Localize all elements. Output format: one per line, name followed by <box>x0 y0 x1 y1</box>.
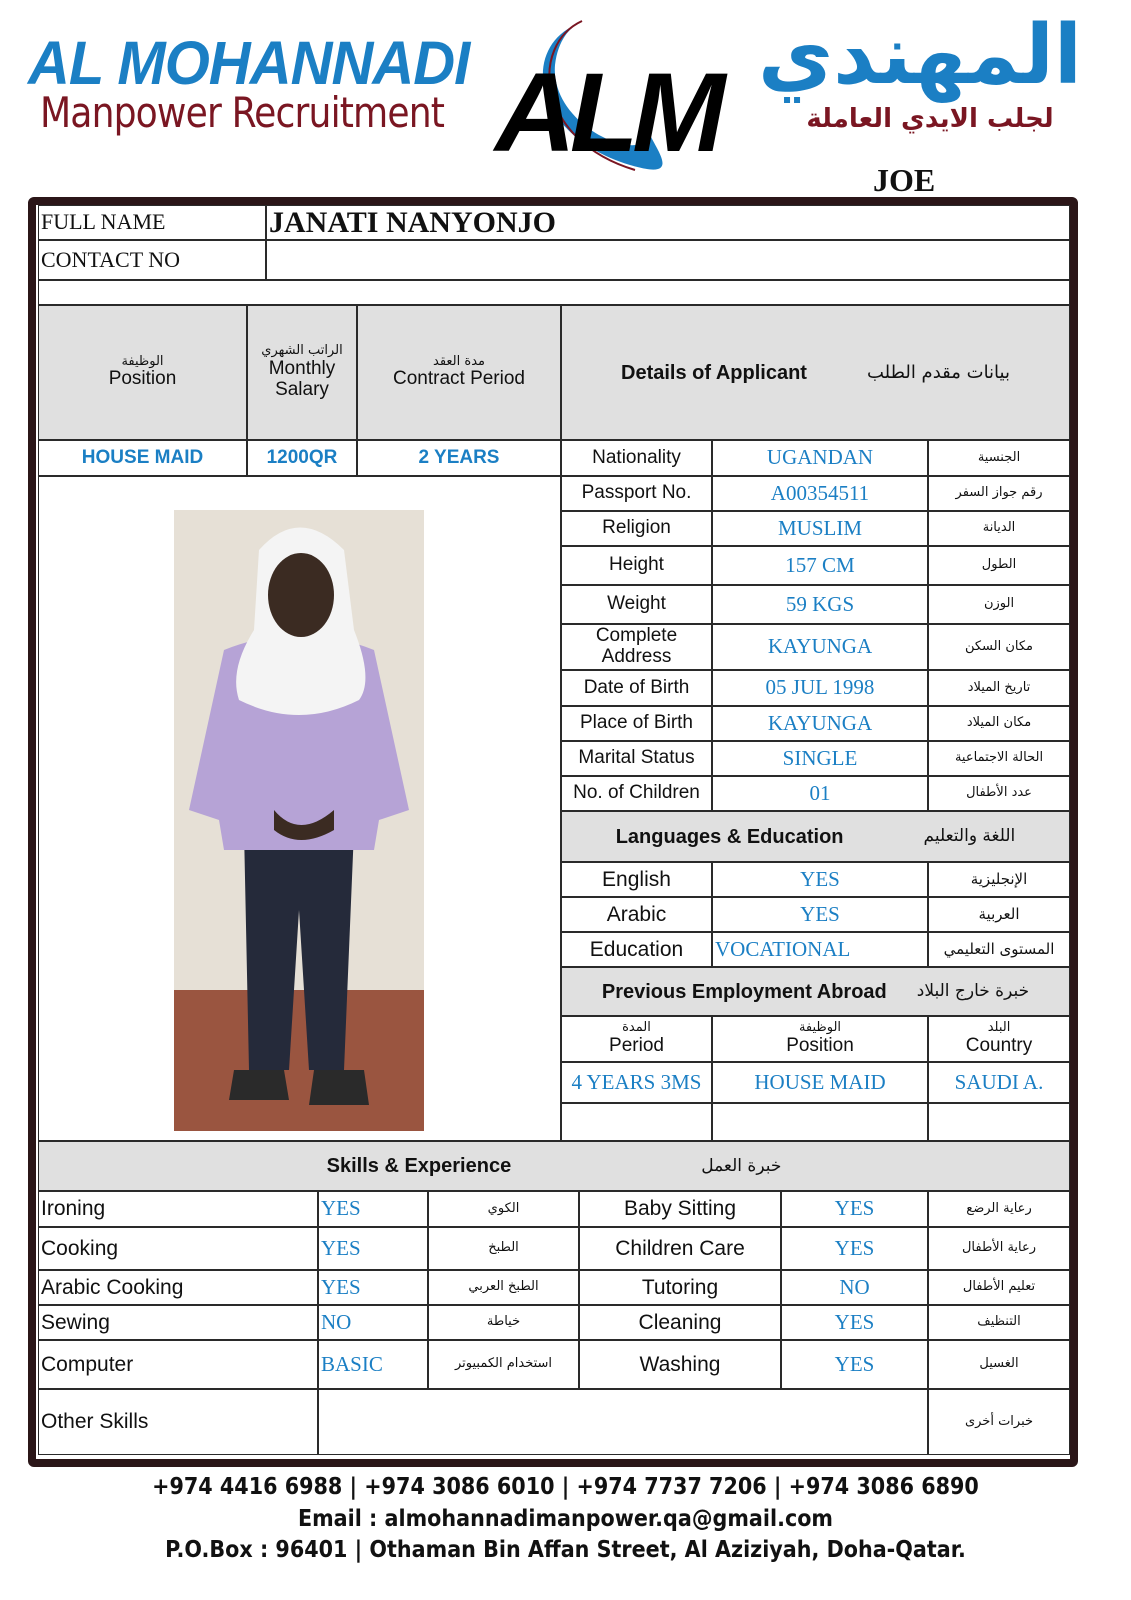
employment-country: SAUDI A. <box>928 1062 1070 1103</box>
skill-label-ar: الغسيل <box>928 1340 1070 1389</box>
contact-value <box>266 240 1070 280</box>
period-header <box>357 305 561 440</box>
employment-position: HOUSE MAID <box>712 1062 928 1103</box>
skill-value: YES <box>781 1340 928 1389</box>
detail-value: 05 JUL 1998 <box>712 670 928 706</box>
cell-text: Languages & Education <box>615 825 844 848</box>
language-label-ar: الإنجليزية <box>928 862 1070 897</box>
position-value: HOUSE MAID <box>38 440 247 476</box>
cell-text: خبرة خارج البلاد <box>916 981 1030 1002</box>
skill-label-ar: الطبخ العربي <box>428 1270 579 1305</box>
cell-text: Country <box>965 1034 1033 1056</box>
language-label: Arabic <box>561 897 712 932</box>
detail-label-ar: الوزن <box>928 585 1070 624</box>
logo-arabic: المهندي <box>758 8 1082 103</box>
detail-label: Religion <box>561 511 712 546</box>
cell-text: البلد <box>987 1020 1011 1036</box>
detail-label: Complete Address <box>561 624 712 670</box>
cell-text: الراتب الشهري <box>261 343 343 359</box>
skills-header <box>38 1141 1070 1191</box>
logo-english: AL MOHANNADI <box>28 29 470 98</box>
skill-value: YES <box>318 1191 428 1227</box>
empty-cell <box>712 1103 928 1141</box>
employment-period: 4 YEARS 3MS <box>561 1062 712 1103</box>
detail-value: MUSLIM <box>712 511 928 546</box>
detail-value: 01 <box>712 776 928 811</box>
skill-label-ar: الطبخ <box>428 1227 579 1270</box>
detail-label-ar: عدد الأطفال <box>928 776 1070 811</box>
skill-label-ar: رعاية الأطفال <box>928 1227 1070 1270</box>
skill-label: Sewing <box>38 1305 318 1340</box>
skill-label: Computer <box>38 1340 318 1389</box>
skill-value: YES <box>781 1305 928 1340</box>
details-header <box>561 305 1070 440</box>
cell-text: Period <box>609 1034 664 1056</box>
skill-label-ar: التنظيف <box>928 1305 1070 1340</box>
detail-label-ar: رقم جواز السفر <box>928 476 1070 511</box>
agent-name: JOE <box>873 162 936 198</box>
detail-value: KAYUNGA <box>712 624 928 670</box>
detail-label: Marital Status <box>561 741 712 776</box>
detail-label: No. of Children <box>561 776 712 811</box>
cell-text: Contract Period <box>392 368 525 390</box>
language-label-ar: العربية <box>928 897 1070 932</box>
cell-text: Position <box>108 368 177 390</box>
detail-label-ar: الطول <box>928 546 1070 585</box>
other-skills-value <box>318 1389 928 1455</box>
other-skills-label-ar: خبرات أخرى <box>928 1389 1070 1455</box>
detail-value: 157 CM <box>712 546 928 585</box>
language-value: YES <box>712 862 928 897</box>
detail-label-ar: مكان السكن <box>928 624 1070 670</box>
skill-value: NO <box>318 1305 428 1340</box>
skill-label-ar: خياطة <box>428 1305 579 1340</box>
skill-label: Children Care <box>579 1227 781 1270</box>
footer-address: P.O.Box : 96401 | Othaman Bin Affan Street, Al Aziziyah, Doha-Qatar. <box>165 1537 966 1563</box>
period-value: 2 YEARS <box>357 440 561 476</box>
logo-mark: ALM <box>495 50 720 175</box>
languages-header <box>561 811 1070 862</box>
employment-period-header <box>561 1016 712 1062</box>
skill-value: YES <box>318 1270 428 1305</box>
skill-label: Arabic Cooking <box>38 1270 318 1305</box>
cell-text: اللغة والتعليم <box>923 826 1016 847</box>
detail-label-ar: تاريخ الميلاد <box>928 670 1070 706</box>
detail-label: Nationality <box>561 440 712 476</box>
employment-position-header <box>712 1016 928 1062</box>
skill-label: Tutoring <box>579 1270 781 1305</box>
cell-text: Skills & Experience <box>326 1155 512 1177</box>
empty-cell <box>928 1103 1070 1141</box>
detail-value: A00354511 <box>712 476 928 511</box>
language-label-ar: المستوى التعليمي <box>928 932 1070 967</box>
skill-label-ar: تعليم الأطفال <box>928 1270 1070 1305</box>
footer-email: Email : almohannadimanpower.qa@gmail.com <box>297 1506 834 1532</box>
cell-text: الوظيفة <box>121 353 164 369</box>
full-name-value: JANATI NANYONJO <box>266 205 1070 240</box>
detail-label: Date of Birth <box>561 670 712 706</box>
detail-value: UGANDAN <box>712 440 928 476</box>
cell-text: مدة العقد <box>433 353 485 369</box>
cell-text: المدة <box>622 1020 651 1036</box>
cell-text: بيانات مقدم الطلب <box>866 361 1010 383</box>
detail-label-ar: الديانة <box>928 511 1070 546</box>
skill-label: Cleaning <box>579 1305 781 1340</box>
salary-value: 1200QR <box>247 440 357 476</box>
detail-label: Weight <box>561 585 712 624</box>
logo-subtitle: Manpower Recruitment <box>40 88 445 137</box>
logo-arabic-subtitle: لجلب الايدي العاملة <box>806 104 1054 134</box>
language-value: YES <box>712 897 928 932</box>
language-label: English <box>561 862 712 897</box>
empty-cell <box>561 1103 712 1141</box>
other-skills-label: Other Skills <box>38 1389 318 1455</box>
skill-label: Ironing <box>38 1191 318 1227</box>
contact-label: CONTACT NO <box>38 240 266 280</box>
employment-country-header <box>928 1016 1070 1062</box>
skill-value: BASIC <box>318 1340 428 1389</box>
cell-text: الوظيفة <box>798 1020 842 1036</box>
cell-text: Monthly Salary <box>268 357 336 400</box>
detail-label-ar: الجنسية <box>928 440 1070 476</box>
salary-header <box>247 305 357 440</box>
language-label: Education <box>561 932 712 967</box>
employment-header <box>561 967 1070 1016</box>
detail-label: Passport No. <box>561 476 712 511</box>
language-value: VOCATIONAL <box>712 932 928 967</box>
full-name-label: FULL NAME <box>38 205 266 240</box>
detail-label: Height <box>561 546 712 585</box>
skill-value: YES <box>781 1227 928 1270</box>
skill-label: Cooking <box>38 1227 318 1270</box>
detail-value: SINGLE <box>712 741 928 776</box>
skill-label-ar: استخدام الكمبيوتر <box>428 1340 579 1389</box>
footer-phones: +974 4416 6988 | +974 3086 6010 | +974 7737 7206 | +974 3086 6890 <box>152 1474 979 1500</box>
skill-value: NO <box>781 1270 928 1305</box>
spacer-row <box>38 280 1070 305</box>
skill-label: Washing <box>579 1340 781 1389</box>
skill-value: YES <box>318 1227 428 1270</box>
detail-value: 59 KGS <box>712 585 928 624</box>
detail-label-ar: الحالة الاجتماعية <box>928 741 1070 776</box>
cell-text: Details of Applicant <box>621 361 807 384</box>
detail-value: KAYUNGA <box>712 706 928 741</box>
skill-label: Baby Sitting <box>579 1191 781 1227</box>
skill-label-ar: رعاية الرضع <box>928 1191 1070 1227</box>
skill-label-ar: الكوي <box>428 1191 579 1227</box>
cell-text: Previous Employment Abroad <box>601 980 887 1003</box>
cell-text: خبرة العمل <box>701 1155 782 1176</box>
detail-label-ar: مكان الميلاد <box>928 706 1070 741</box>
cell-text: Position <box>786 1034 854 1056</box>
detail-label: Place of Birth <box>561 706 712 741</box>
position-header <box>38 305 247 440</box>
skill-value: YES <box>781 1191 928 1227</box>
applicant-photo <box>174 510 424 1131</box>
